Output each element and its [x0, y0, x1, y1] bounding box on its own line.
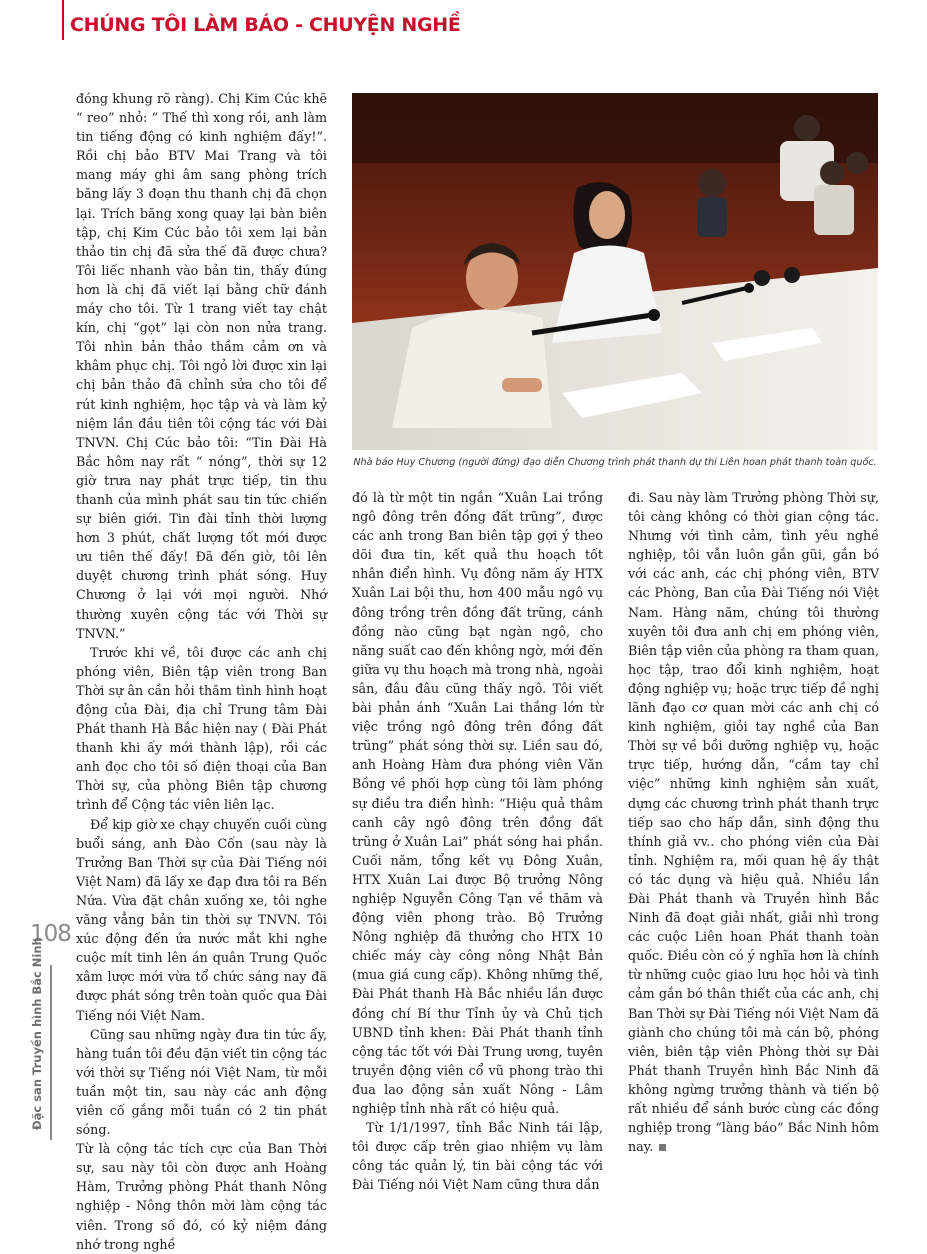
photo-caption: Nhà báo Huy Chương (người đứng) đạo diễn Chương trình phát thanh dự thi Liên hoan phát thanh toàn quốc.: [353, 457, 877, 468]
paragraph: Trước khi về, tôi được các anh chị phóng viên, Biên tập viên trong Ban Thời sự ân cần hỏi thăm tình hình hoạt động của Đài, địa chỉ Trung tâm Đài Phát thanh Hà Bắc hiện nay ( Đài Phát thanh khi ấy mới thành lập), rồi các anh đọc cho tôi số điện thoại của Ban Thời sự, của phòng Biên tập chương trình để Cộng tác viên liên lạc.: [76, 644, 327, 813]
section-title: CHÚNG TÔI LÀM BÁO - CHUYỆN NGHỀ: [70, 14, 461, 36]
paragraph: Cũng sau những ngày đưa tin tức ấy, hàng tuần tôi đều đặn viết tin cộng tác với thời sự Tiếng nói Việt Nam, từ mỗi tuần một tin, sau này các anh động viên cố gắng mỗi tuần có 2 tin phát sóng.: [76, 1026, 327, 1138]
article-photo: [352, 93, 878, 450]
sidebar-divider: [50, 965, 52, 1140]
paragraph: đó là từ một tin ngắn “Xuân Lai trồng ngô đông trên đồng đất trũng”, được các anh trong Ban biên tập gợi ý theo dõi đưa tin, kết quả thu hoạch tốt nhân điển hình. Vụ đông năm ấy HTX Xuân Lai bội thu, hơn 400 mẫu ngô vụ đông trồng trên đồng đất trũng, cánh đồng nào cũng bạt ngàn ngô, cho năng suất cao đến không ngờ, mới đến giữa vụ thu hoạch mà trong nhà, ngoài sân, đâu đâu cũng thấy ngô. Tôi viết bài phản ánh “Xuân Lai thắng lớn từ việc trồng ngô đông trên đồng đất trũng” phát sóng thời sự. Liền sau đó, anh Hoàng Hàm đưa phóng viên Văn Bồng về phối hợp cùng tôi làm phóng sự điều tra điển hình: “Hiệu quả thâm canh cây ngô đông trên đồng đất trũng ở Xuân Lai” phát sóng hai phần. Cuối năm, tổng kết vụ Đông Xuân, HTX Xuân Lai được Bộ trưởng Nông nghiệp Nguyễn Công Tạn về thăm và động viên phong trào. Bộ Trưởng Nông nghiệp đã thưởng cho HTX 10 chiếc máy cày công nông Nhật Bản (mua giá cung cấp). Không những thế, Đài Phát thanh Hà Bắc nhiều lần được đồng chí Bí thư Tỉnh ủy và Chủ tịch UBND tỉnh khen: Đài Phát thanh tỉnh cộng tác tốt với Đài Trung ương, tuyên truyền động viên cổ vũ phong trào thi đua lao động sản xuất Nông - Lâm nghiệp tỉnh nhà rất có hiệu quả.: [352, 490, 603, 1116]
paragraph: Từ 1/1/1997, tỉnh Bắc Ninh tái lập, tôi được cấp trên giao nhiệm vụ làm công tác quản lý, tin bài cộng tác với Đài Tiếng nói Việt Nam cũng thưa dần: [352, 1120, 603, 1193]
page-number: 108: [30, 921, 71, 947]
header-accent-bar: [62, 0, 64, 40]
paragraph: Từ là cộng tác tích cực của Ban Thời sự, sau này tôi còn được anh Hoàng Hàm, Trưởng phòng Phát thanh Nông nghiệp - Nông thôn mời làm cộng tác viên. Trong số đó, có kỷ niệm đáng nhớ trong nghề: [76, 1141, 327, 1252]
paragraph: Để kịp giờ xe chạy chuyến cuối cùng buổi sáng, anh Đào Cốn (sau này là Trưởng Ban Thời sự của Đài Tiếng nói Việt Nam) đã lấy xe đạp đưa tôi ra Bến Nứa. Vừa đặt chân xuống xe, tôi nghe văng vẳng bản tin thời sự TNVN. Tôi xúc động đến ứa nước mắt khi nghe cuộc mít tinh lên án quân Trung Quốc xâm lược mới vừa tổ chức sáng nay đã được phát sóng trên toàn quốc qua Đài Tiếng nói Việt Nam.: [76, 816, 327, 1023]
article-column-1: [76, 89, 327, 1254]
article-column-3: [628, 488, 879, 1156]
paragraph-final: [628, 488, 879, 1156]
article-column-2: [352, 488, 603, 1194]
end-of-article-mark: [659, 1144, 666, 1151]
publication-name: Đặc san Truyền hình Bắc Ninh: [30, 937, 44, 1130]
paragraph-text: đi. Sau này làm Trưởng phòng Thời sự, tôi càng không có thời gian cộng tác. Nhưng với tình cảm, tình yêu nghề nghiệp, tôi vẫn luôn gắn gũi, gắn bó với các anh, các chị phóng viên, BTV các Phòng, Ban của Đài Tiếng nói Việt Nam. Hàng năm, chúng tôi thường xuyên tôi đưa anh chị em phóng viên, Biên tập viên của phòng ra tham quan, học tập, trao đổi kinh nghiệm, hoạt động nghiệp vụ; hoặc trực tiếp đề nghị lãnh đạo cơ quan mời các anh chị có kinh nghiệm, giỏi tay nghề của Ban Thời sự về bồi dưỡng nghiệp vụ, hoặc trực tiếp, hướng dẫn, “cầm tay chỉ việc” những kinh nghiệm sản xuất, dựng các chương trình phát thanh trực tiếp sao cho hấp dẫn, sinh động thu thính giả vv.. cho phóng viên của Đài tỉnh. Nghiệm ra, mối quan hệ ấy thật có tác dụng và hiệu quả. Nhiều lần Đài Phát thanh và Truyền hình Bắc Ninh đã đoạt giải nhất, giải nhì trong các cuộc Liên hoan Phát thanh toàn quốc. Điều còn có ý nghĩa hơn là chính từ những cuộc giao lưu học hỏi và tình cảm gắn bó thân thiết của các anh, chị Ban Thời sự Đài Tiếng nói Việt Nam đã giành cho chúng tôi mà cán bộ, phóng viên, biên tập viên Phòng thời sự Đài Phát thanh Truyền hình Bắc Ninh đã không ngừng trưởng thành và tiến bộ rất nhiều để sánh bước cùng các đồng nghiệp trong “làng báo” Bắc Ninh hôm nay.: [628, 490, 879, 1155]
paragraph: đóng khung rõ ràng). Chị Kim Cúc khẽ “ reo” nhỏ: “ Thế thì xong rồi, anh làm tin tiếng động có kinh nghiệm đấy!”. Rồi chị bảo BTV Mai Trang và tôi mang máy ghi âm sang phòng trích băng lấy 3 đoạn thu thanh chị đã chọn lại. Trích băng xong quay lại bàn biên tập, chị Kim Cúc bảo tôi xem lại bản thảo tin chị đã sửa thế đã được chưa? Tôi liếc nhanh vào bản tin, thấy đúng hơn là chị đã viết lại bằng chữ đánh máy cho tôi. Từ 1 trang viết tay chật kín, chị “gọt” lại còn non nửa trang. Tôi nhìn bản thảo thầm cảm ơn và khâm phục chị. Tôi ngỏ lời được xin lại chị bản thảo đã chỉnh sửa cho tôi để rút kinh nghiệm, học tập và và làm kỷ niệm lần đầu tiên tôi cộng tác với Đài TNVN. Chị Cúc bảo tôi: “Tin Đài Hà Bắc hôm nay rất “ nóng”, thời sự 12 giờ trưa nay phát trực tiếp, tin thu thanh của mình phát sau tin tức chiến sự biên giới. Tin đài tỉnh thời lượng hơn 3 phút, chất lượng tốt mới được ưu tiên thế đấy! Đã đến giờ, tôi lên duyệt chương trình phát sóng. Huy Chương ở lại với mọi người. Nhớ thường xuyên cộng tác với Thời sự TNVN.”: [76, 91, 327, 641]
